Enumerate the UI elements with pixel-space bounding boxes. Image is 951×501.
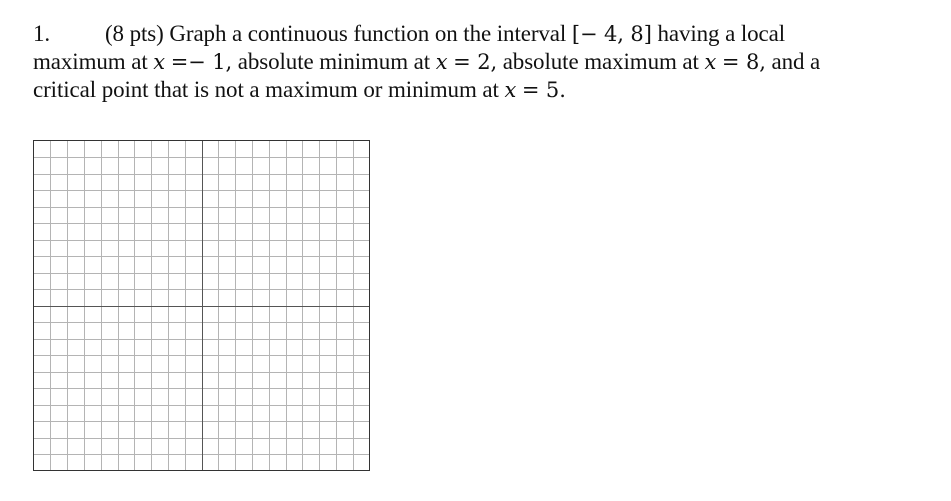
critical-point-value: = 5. [521,78,566,102]
variable-x: x [153,50,166,74]
local-max-label: maximum at [33,49,148,74]
abs-min-value: = 2, [453,50,498,74]
critical-point-label: critical point that is not a maximum or minimum at [33,77,499,102]
local-max-value: =− 1, [170,50,233,74]
problem-text-1: Graph a continuous function on the interval [169,21,567,46]
problem-line-3 [33,76,933,104]
variable-x: x [504,78,517,102]
graph-paper-grid[interactable] [33,140,370,471]
problem-text-2-end: and a [771,49,821,74]
variable-x: x [435,50,448,74]
problem-text-1-end: having a local [657,21,786,46]
abs-max-label: absolute maximum at [502,49,699,74]
problem-points: (8 pts) [105,21,164,46]
graph-paper[interactable] [33,140,370,471]
abs-max-value: = 8, [721,50,766,74]
problem-line-2 [33,48,933,76]
problem-number: 1. [33,21,51,46]
variable-x: x [704,50,717,74]
problem-line-1 [33,20,933,48]
problem-statement [33,20,933,104]
interval-expression: [− 4, 8] [571,22,652,46]
abs-min-label: absolute minimum at [237,49,431,74]
